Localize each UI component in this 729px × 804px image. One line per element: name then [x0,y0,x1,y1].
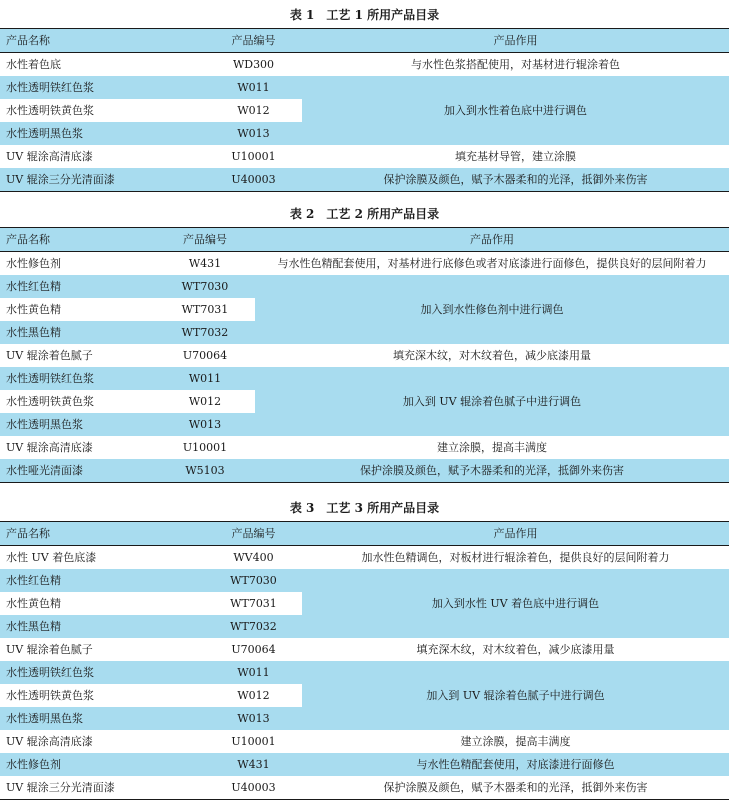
product-code: W013 [205,122,302,145]
header-product-name: 产品名称 [0,228,155,252]
header-product-code: 产品编号 [155,228,255,252]
product-name: 水性透明铁红色浆 [0,661,205,684]
product-name: UV 辊涂着色腻子 [0,638,205,661]
product-name: UV 辊涂着色腻子 [0,344,155,367]
product-code: WT7030 [155,275,255,298]
product-name: 水性着色底 [0,53,205,77]
table2 [0,227,729,483]
header-product-name: 产品名称 [0,29,205,53]
table-row [0,168,729,192]
product-use: 填充深木纹，对木纹着色，减少底漆用量 [255,344,729,367]
product-use: 填充基材导管，建立涂膜 [302,145,729,168]
product-name: 水性黄色精 [0,592,205,615]
table-row [0,76,729,99]
product-code: W011 [155,367,255,390]
table2-header-row [0,228,729,252]
product-use: 保护涂膜及颜色，赋予木器柔和的光泽，抵御外来伤害 [302,168,729,192]
header-product-code: 产品编号 [205,29,302,53]
table1-header-row [0,29,729,53]
product-code: W012 [205,99,302,122]
table-row [0,569,729,592]
product-code: U40003 [205,168,302,192]
product-name: 水性修色剂 [0,252,155,276]
product-use: 保护涂膜及颜色，赋予木器柔和的光泽，抵御外来伤害 [255,459,729,483]
table-row [0,436,729,459]
product-name: 水性透明黑色浆 [0,413,155,436]
table-row [0,776,729,800]
product-code: WT7030 [205,569,302,592]
product-code: W5103 [155,459,255,483]
header-product-use: 产品作用 [302,522,729,546]
table-row [0,730,729,753]
table-row [0,546,729,570]
table-row [0,252,729,276]
product-use: 建立涂膜，提高丰满度 [302,730,729,753]
product-code: W011 [205,661,302,684]
product-name: UV 辊涂三分光清面漆 [0,776,205,800]
product-code: U10001 [205,730,302,753]
product-name: UV 辊涂三分光清面漆 [0,168,205,192]
table-row [0,275,729,298]
table-row [0,661,729,684]
table-row [0,753,729,776]
product-use: 与水性色浆搭配使用，对基材进行辊涂着色 [302,53,729,77]
product-use: 与水性色精配套使用，对基材进行底修色或者对底漆进行面修色，提供良好的层间附着力 [255,252,729,276]
product-use: 加入到 UV 辊涂着色腻子中进行调色 [302,661,729,730]
product-use: 加入到水性着色底中进行调色 [302,76,729,145]
product-name: 水性黑色精 [0,615,205,638]
product-name: 水性黄色精 [0,298,155,321]
product-code: U70064 [155,344,255,367]
product-code: W013 [155,413,255,436]
table-row [0,344,729,367]
product-code: W431 [155,252,255,276]
product-name: UV 辊涂高清底漆 [0,436,155,459]
product-name: UV 辊涂高清底漆 [0,145,205,168]
product-code: WT7032 [155,321,255,344]
table2-caption: 表 2 工艺 2 所用产品目录 [289,207,440,221]
product-name: 水性黑色精 [0,321,155,344]
product-name: 水性透明铁红色浆 [0,367,155,390]
product-use: 加入到水性修色剂中进行调色 [255,275,729,344]
product-name: 水性透明铁黄色浆 [0,684,205,707]
table-row [0,145,729,168]
header-product-code: 产品编号 [205,522,302,546]
product-name: UV 辊涂高清底漆 [0,730,205,753]
product-name: 水性透明黑色浆 [0,122,205,145]
table-row [0,459,729,483]
table1 [0,28,729,192]
product-use: 加入到水性 UV 着色底中进行调色 [302,569,729,638]
product-name: 水性红色精 [0,569,205,592]
product-name: 水性透明铁红色浆 [0,76,205,99]
table-row [0,367,729,390]
product-name: 水性透明铁黄色浆 [0,99,205,122]
product-name: 水性透明铁黄色浆 [0,390,155,413]
product-use: 加水性色精调色，对板材进行辊涂着色，提供良好的层间附着力 [302,546,729,570]
table3-header-row [0,522,729,546]
product-use: 建立涂膜，提高丰满度 [255,436,729,459]
product-code: W011 [205,76,302,99]
product-name: 水性透明黑色浆 [0,707,205,730]
product-code: W012 [205,684,302,707]
product-code: U10001 [205,145,302,168]
product-code: U40003 [205,776,302,800]
product-code: U70064 [205,638,302,661]
product-code: WD300 [205,53,302,77]
product-code: U10001 [155,436,255,459]
product-code: W012 [155,390,255,413]
product-name: 水性哑光清面漆 [0,459,155,483]
product-code: WV400 [205,546,302,570]
product-code: W013 [205,707,302,730]
product-use: 加入到 UV 辊涂着色腻子中进行调色 [255,367,729,436]
product-name: 水性修色剂 [0,753,205,776]
product-code: WT7031 [155,298,255,321]
table3-caption: 表 3 工艺 3 所用产品目录 [289,501,440,515]
header-product-use: 产品作用 [302,29,729,53]
product-code: WT7032 [205,615,302,638]
table3 [0,521,729,800]
product-code: W431 [205,753,302,776]
header-product-use: 产品作用 [255,228,729,252]
header-product-name: 产品名称 [0,522,205,546]
table-row [0,638,729,661]
product-name: 水性红色精 [0,275,155,298]
product-use: 保护涂膜及颜色，赋予木器柔和的光泽，抵御外来伤害 [302,776,729,800]
table-row [0,53,729,77]
product-code: WT7031 [205,592,302,615]
product-use: 填充深木纹，对木纹着色，减少底漆用量 [302,638,729,661]
product-name: 水性 UV 着色底漆 [0,546,205,570]
table1-caption: 表 1 工艺 1 所用产品目录 [289,8,440,22]
product-use: 与水性色精配套使用，对底漆进行面修色 [302,753,729,776]
